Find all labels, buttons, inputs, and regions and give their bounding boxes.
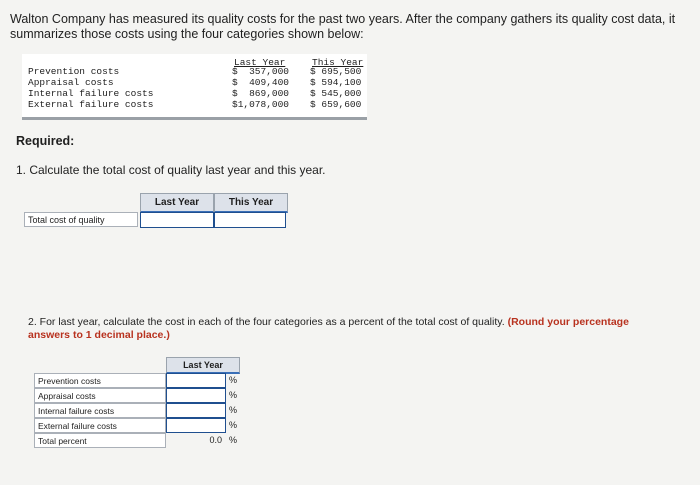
q2-row-label: Prevention costs [34, 373, 166, 388]
q1-header-last-year: Last Year [140, 193, 214, 213]
cost-row-this-year: $ 695,500 [310, 66, 362, 77]
q2-appraisal-input[interactable] [166, 388, 226, 403]
cost-row-label: Internal failure costs [28, 88, 154, 99]
q2-internal-failure-input[interactable] [166, 403, 226, 418]
cost-row-label: External failure costs [28, 99, 154, 110]
q2-prompt [28, 316, 668, 342]
cost-row-last-year: $ 357,000 [232, 66, 290, 77]
q2-header-last-year: Last Year [166, 357, 240, 374]
cost-row-this-year: $ 594,100 [310, 77, 362, 88]
q2-prompt-emphasis: (Round your percentage answers to 1 decimal place.) [28, 316, 629, 341]
table-bottom-rule [22, 117, 367, 120]
q2-prevention-input[interactable] [166, 373, 226, 388]
q2-prompt-text: 2. For last year, calculate the cost in each of the four categories as a percent of the total cost of quality. [28, 316, 505, 328]
cost-data-table [22, 54, 367, 120]
cost-row-last-year: $1,078,000 [232, 99, 290, 110]
q2-percent-unit: % [228, 435, 237, 445]
q1-last-year-input[interactable] [140, 212, 214, 228]
q1-row-label: Total cost of quality [24, 212, 138, 227]
q1-prompt: 1. Calculate the total cost of quality last year and this year. [16, 163, 326, 177]
cost-row-last-year: $ 869,000 [232, 88, 290, 99]
q2-row-label: Appraisal costs [34, 388, 166, 403]
q2-total-value: 0.0 [209, 435, 222, 445]
cost-row-this-year: $ 659,600 [310, 99, 362, 110]
required-heading: Required: [16, 134, 75, 148]
q2-row-label: External failure costs [34, 418, 166, 433]
cost-row-label: Appraisal costs [28, 77, 114, 88]
cost-row-label: Prevention costs [28, 66, 120, 77]
cost-row-last-year: $ 409,400 [232, 77, 290, 88]
cost-row-this-year: $ 545,000 [310, 88, 362, 99]
problem-intro: Walton Company has measured its quality costs for the past two years. After the company gathers its quality cost data, it summarizes those costs using the four categories shown below: [10, 12, 676, 41]
q2-percent-unit: % [228, 420, 237, 430]
q2-percent-unit: % [228, 405, 237, 415]
q2-row-label: Internal failure costs [34, 403, 166, 418]
q1-header-this-year: This Year [214, 193, 288, 213]
cost-header-this-year: This Year [312, 57, 364, 68]
q2-external-failure-input[interactable] [166, 418, 226, 433]
q2-total-label: Total percent [34, 433, 166, 448]
cost-header-last-year: Last Year [234, 57, 286, 68]
q1-this-year-input[interactable] [214, 212, 286, 228]
q2-percent-unit: % [228, 375, 237, 385]
q2-percent-unit: % [228, 390, 237, 400]
